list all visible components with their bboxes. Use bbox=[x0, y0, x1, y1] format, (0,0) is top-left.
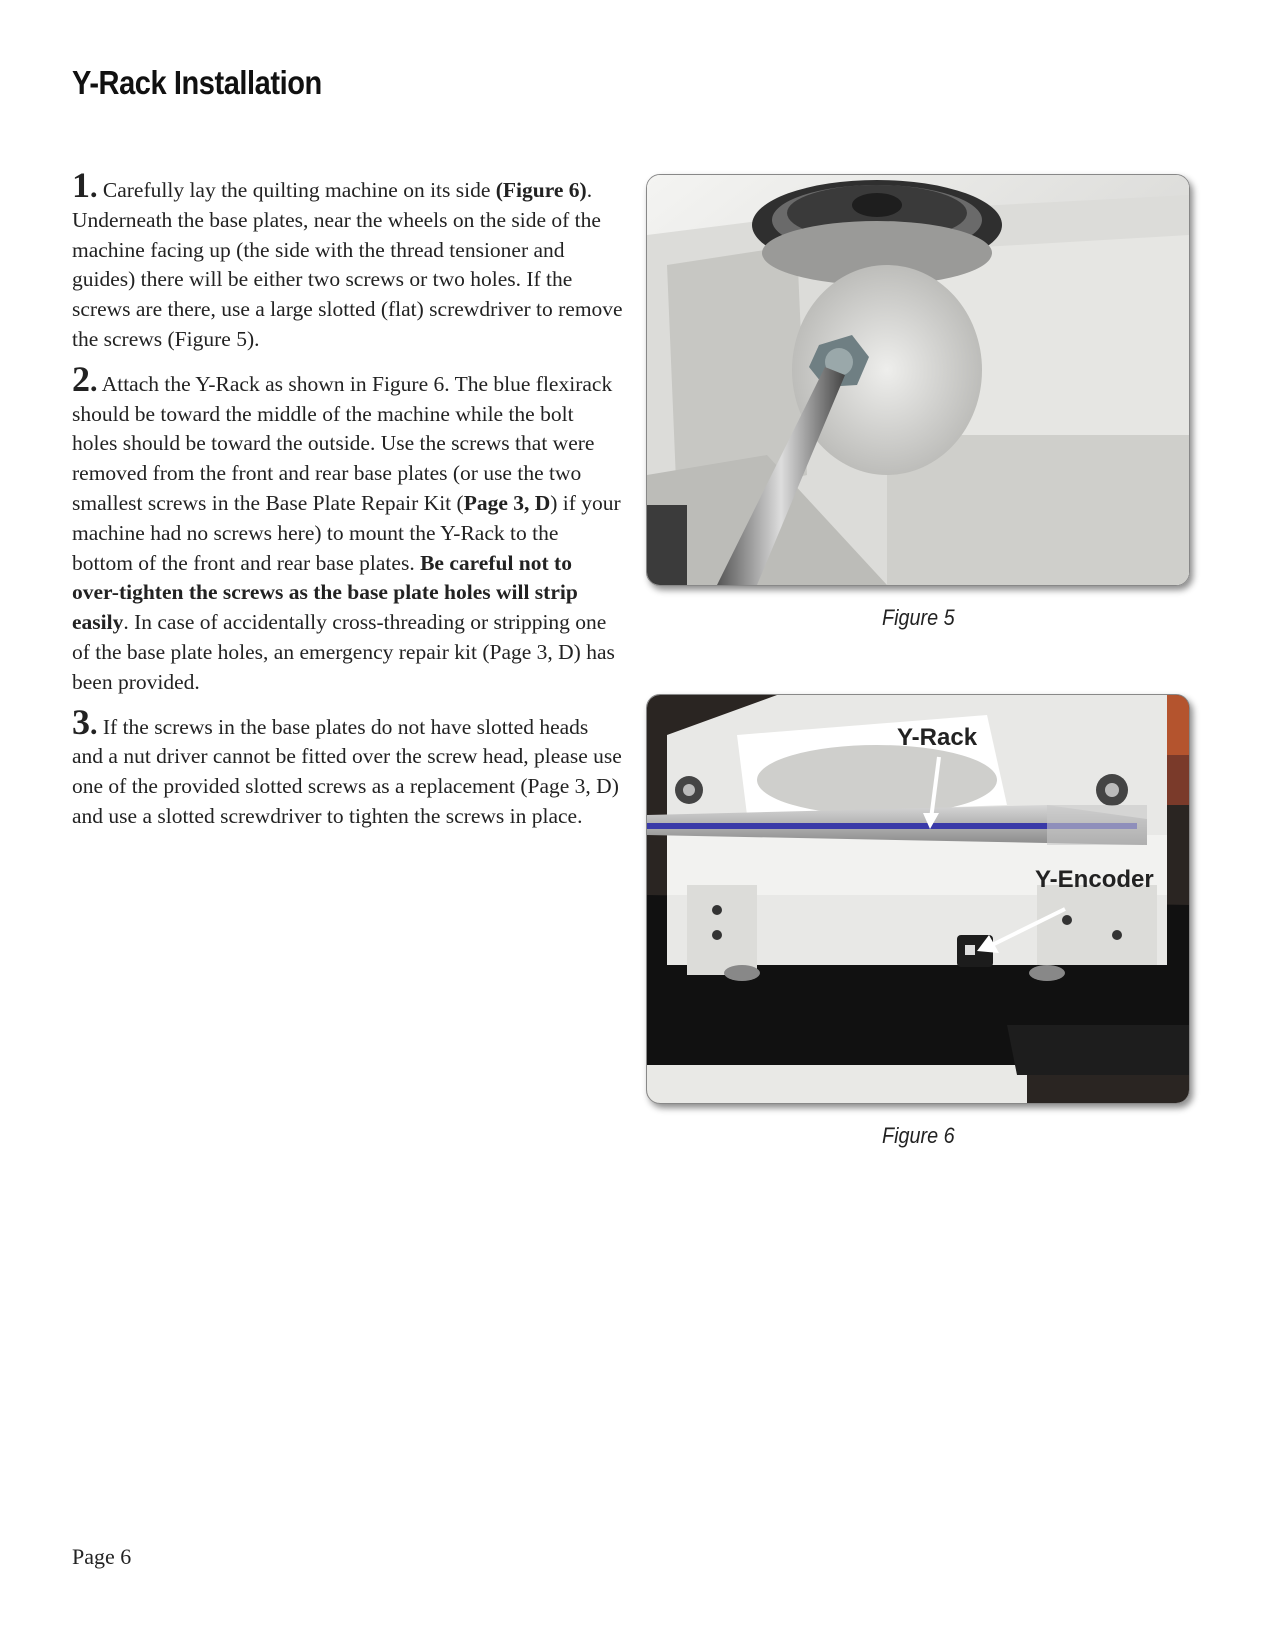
figure-5-photo bbox=[646, 174, 1190, 586]
photo-machine-with-y-rack bbox=[647, 695, 1189, 1103]
step-text-bold: (Figure 6) bbox=[495, 178, 587, 202]
page-title: Y-Rack Installation bbox=[72, 64, 322, 101]
figure-6-photo bbox=[646, 694, 1190, 1104]
figure-5-caption: Figure 5 bbox=[882, 605, 955, 630]
step-2 bbox=[72, 358, 624, 698]
step-text: . In case of accidentally cross-threading or stripping one of the base plate holes, an emergency repair kit (Page 3, D) has been provided. bbox=[72, 610, 615, 694]
instructions-column bbox=[72, 165, 624, 846]
step-text: Attach the Y-Rack as shown in Figure 6. The blue flexirack should be toward the middle of the machine while the bolt holes should be toward the outside. Use the screws that were removed from the front and rear base plates (or use the two smallest screws in the Base Plate Repair Kit ( bbox=[72, 371, 613, 515]
step-number: 1. bbox=[72, 165, 98, 205]
step-1 bbox=[72, 165, 624, 355]
y-rack-label: Y-Rack bbox=[897, 724, 978, 751]
step-3 bbox=[72, 701, 624, 832]
page-number: Page 6 bbox=[72, 1544, 132, 1569]
step-text: If the screws in the base plates do not have slotted heads and a nut driver cannot be fitted over the screw head, please use one of the provided slotted screws as a replacement (Page 3, D) and use a slotted screwdriver to tighten the screws in place. bbox=[72, 714, 622, 828]
step-number: 2. bbox=[72, 358, 98, 399]
step-warning: Be careful not to over-tighten the screws as the base plate holes will strip easily bbox=[72, 550, 578, 635]
y-encoder-label: Y-Encoder bbox=[1035, 866, 1154, 893]
photo-screwdriver-removing-screw bbox=[647, 175, 1189, 585]
step-text: . Underneath the base plates, near the wheels on the side of the machine facing up (the side with the thread tensioner and guides) there will be either two screws or two holes. If the screws are there, use a large slotted (flat) screwdriver to remove the screws (Figure 5). bbox=[72, 178, 623, 351]
step-number: 3. bbox=[72, 701, 98, 742]
step-text: Carefully lay the quilting machine on its side bbox=[102, 178, 496, 202]
step-text-bold: Page 3, D bbox=[463, 490, 551, 515]
step-text: ) if your machine had no screws here) to mount the Y-Rack to the bottom of the front and rear base plates. bbox=[72, 490, 621, 575]
figure-6-caption: Figure 6 bbox=[882, 1123, 955, 1148]
